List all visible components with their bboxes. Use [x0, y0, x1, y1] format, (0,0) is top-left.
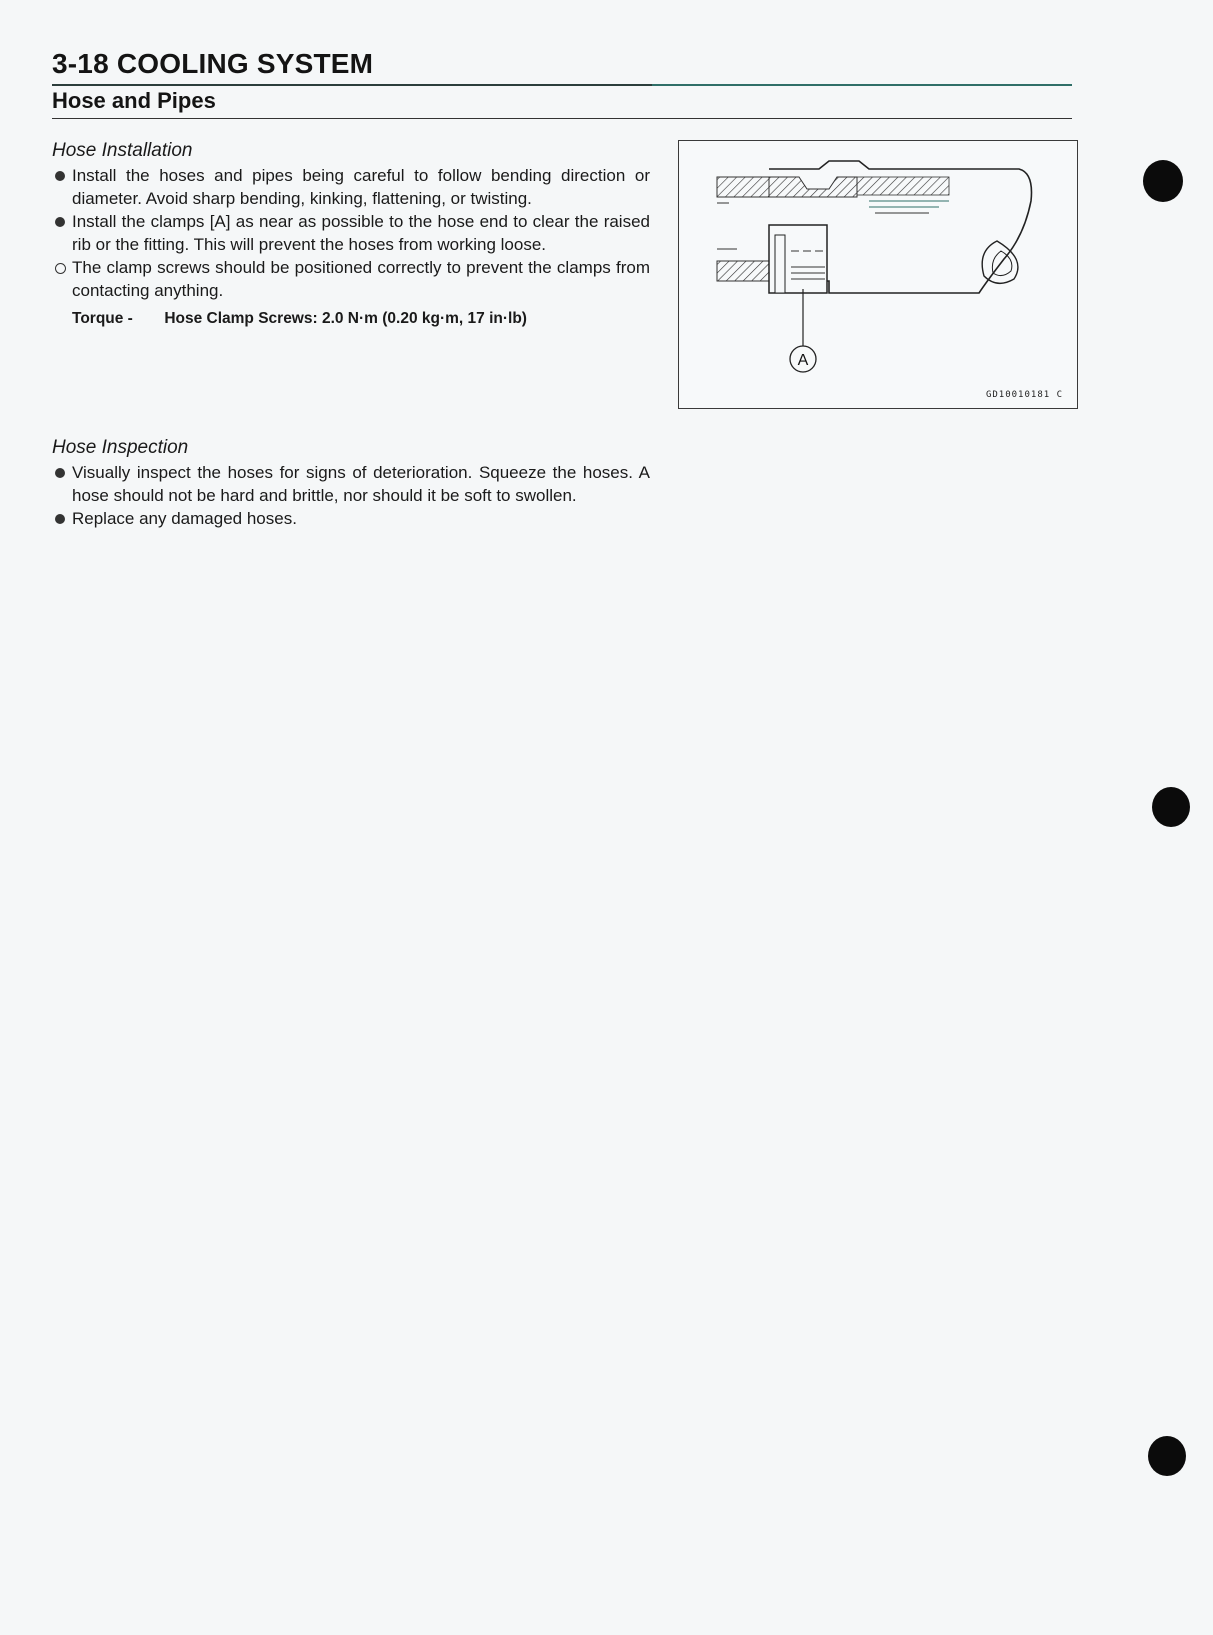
bullet-filled-icon: [55, 468, 65, 478]
section-title: Hose and Pipes: [52, 88, 216, 113]
torque-spec: [72, 310, 650, 328]
punch-hole: [1148, 1436, 1186, 1476]
installation-item: [52, 256, 650, 302]
pipe-fitting-lower: [717, 261, 769, 281]
installation-item-text: The clamp screws should be positioned correctly to prevent the clamps from contacting anything.: [72, 258, 650, 300]
figure-code: GD10010181 C: [985, 390, 1063, 400]
hose-wall-upper: [857, 177, 949, 195]
section-rule: [52, 118, 1072, 119]
hose-installation-block: [52, 140, 650, 328]
inspection-item: [52, 461, 650, 507]
installation-item: [52, 164, 650, 210]
installation-item-text: Install the clamps [A] as near as possible to the hose end to clear the raised rib or the fitting. This will prevent the hoses from working loose.: [72, 212, 650, 254]
bullet-filled-icon: [55, 217, 65, 227]
torque-label: Torque -: [72, 310, 133, 327]
punch-hole: [1152, 787, 1190, 827]
hose-end-inner: [992, 251, 1012, 276]
inspection-item-text: Visually inspect the hoses for signs of deterioration. Squeeze the hoses. A hose should not be hard and brittle, nor should it be soft to swollen.: [72, 463, 650, 505]
bullet-open-icon: [55, 263, 66, 274]
punch-hole: [1143, 160, 1183, 202]
fitting-rib: [769, 177, 857, 197]
installation-item-text: Install the hoses and pipes being careful to follow bending direction or diameter. Avoid sharp bending, kinking, flattening, or twisting.: [72, 166, 650, 208]
inspection-item-text: Replace any damaged hoses.: [72, 509, 297, 528]
bullet-filled-icon: [55, 171, 65, 181]
installation-item: [52, 210, 650, 256]
hose-clamp-figure: [678, 140, 1078, 409]
hose-inspection-block: [52, 437, 650, 530]
hose-clamp-band: [775, 235, 785, 293]
title-rule: [52, 84, 1072, 86]
inspection-item: [52, 507, 650, 530]
torque-value: Hose Clamp Screws: 2.0 N·m (0.20 kg·m, 17 in·lb): [164, 310, 527, 327]
inspection-heading: Hose Inspection: [52, 437, 189, 458]
hose-clamp-diagram: [679, 141, 1077, 408]
bullet-filled-icon: [55, 514, 65, 524]
installation-heading: Hose Installation: [52, 140, 193, 161]
page-title: 3-18 COOLING SYSTEM: [52, 48, 374, 79]
pipe-fitting-upper: [717, 177, 769, 197]
callout-label: A: [797, 352, 809, 369]
